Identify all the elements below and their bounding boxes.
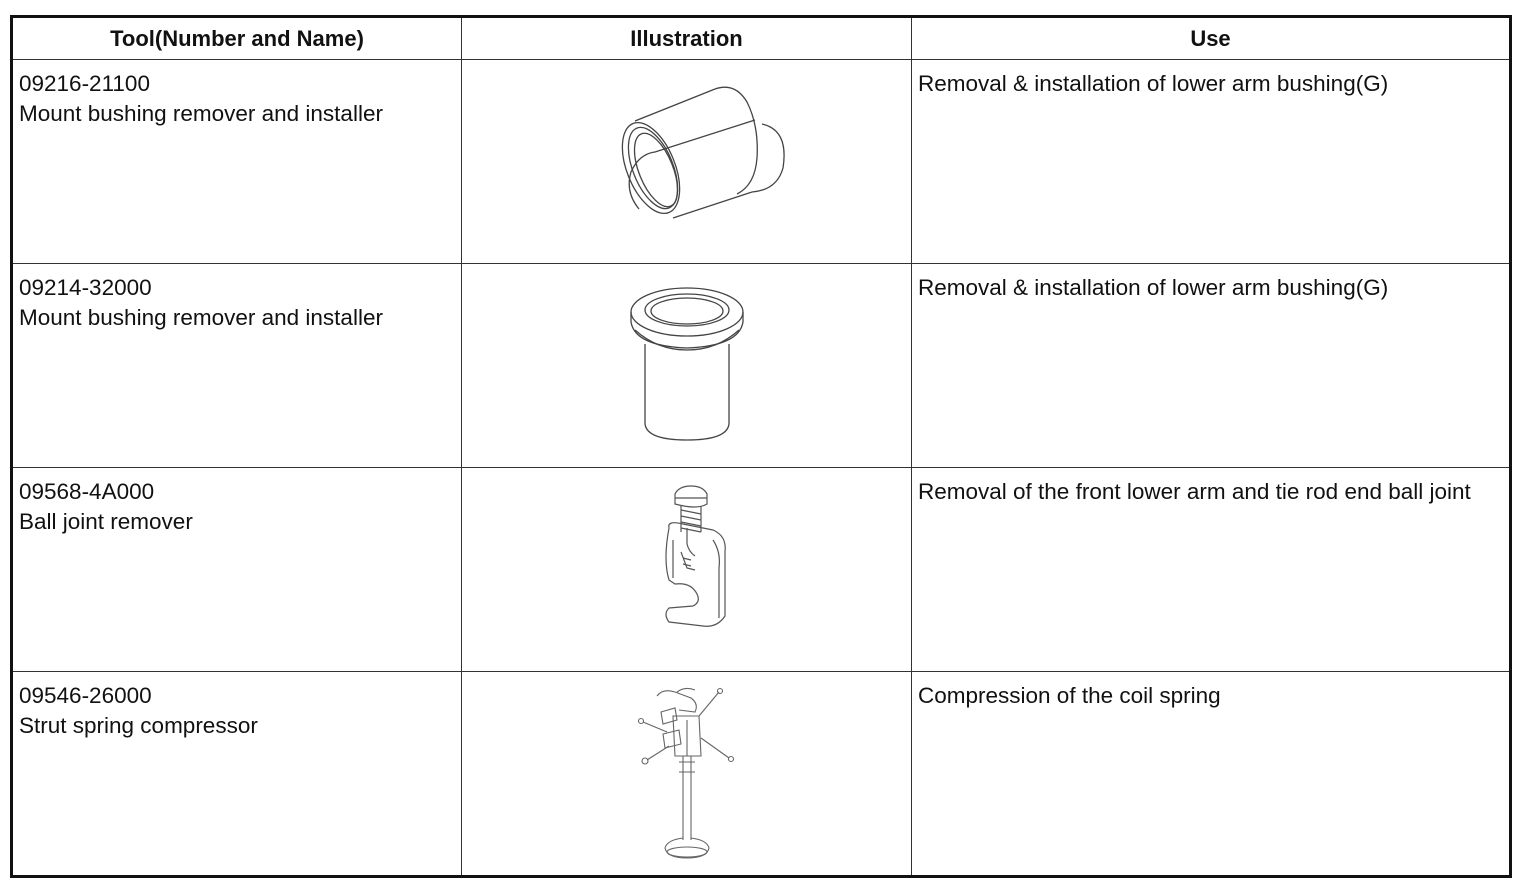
tool-use: Removal & installation of lower arm bushing(G) xyxy=(918,71,1389,96)
tool-name: Mount bushing remover and installer xyxy=(19,101,383,126)
tool-cell xyxy=(12,672,462,877)
tool-number: 09546-26000 xyxy=(19,683,152,708)
tool-number: 09216-21100 xyxy=(19,71,150,96)
special-tools-table xyxy=(10,15,1512,878)
tool-number: 09568-4A000 xyxy=(19,479,155,504)
tool-name: Ball joint remover xyxy=(19,509,193,534)
tool-name: Strut spring compressor xyxy=(19,713,258,738)
illustration-cell xyxy=(462,60,912,264)
table-row xyxy=(12,60,1511,264)
tool-use: Compression of the coil spring xyxy=(918,683,1221,708)
header-illustration: Illustration xyxy=(462,17,912,60)
illustration-cell xyxy=(462,672,912,877)
use-cell xyxy=(912,468,1511,672)
tool-number: 09214-32000 xyxy=(19,275,152,300)
use-cell xyxy=(912,60,1511,264)
table-row xyxy=(12,264,1511,468)
spring-compressor-icon xyxy=(587,672,787,872)
table-header-row xyxy=(12,17,1511,60)
tool-cell xyxy=(12,264,462,468)
tool-name: Mount bushing remover and installer xyxy=(19,305,383,330)
cylinder-sleeve-icon xyxy=(587,60,787,260)
tool-cell xyxy=(12,60,462,264)
tool-use: Removal of the front lower arm and tie rod end ball joint xyxy=(918,479,1471,504)
header-use: Use xyxy=(912,17,1511,60)
use-cell xyxy=(912,264,1511,468)
flanged-cup-icon xyxy=(587,264,787,464)
illustration-cell xyxy=(462,468,912,672)
table-row xyxy=(12,468,1511,672)
use-cell xyxy=(912,672,1511,877)
table-row xyxy=(12,672,1511,877)
tool-cell xyxy=(12,468,462,672)
illustration-cell xyxy=(462,264,912,468)
ball-joint-remover-icon xyxy=(587,468,787,668)
tool-use: Removal & installation of lower arm bushing(G) xyxy=(918,275,1389,300)
header-tool: Tool(Number and Name) xyxy=(12,17,462,60)
